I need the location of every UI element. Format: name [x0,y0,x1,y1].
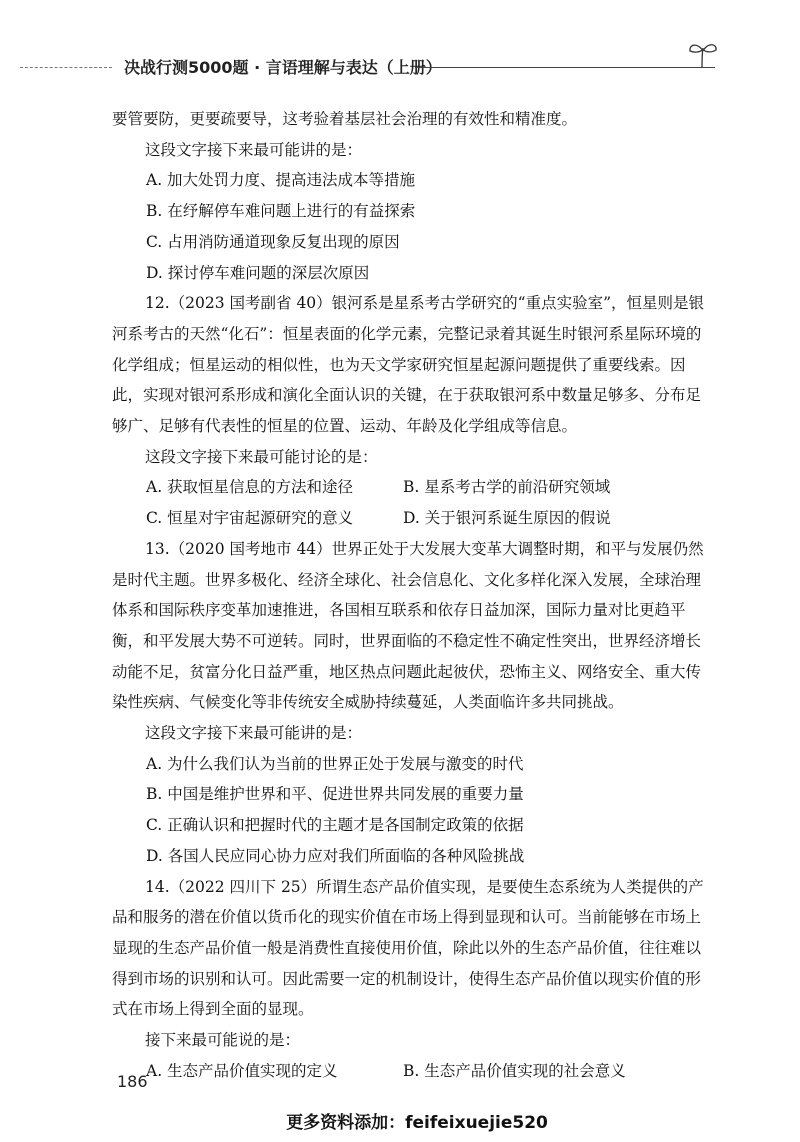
footer-contact: feifeixuejie520 [405,1113,548,1133]
q11-option-b: B. 在纾解停车难问题上进行的有益探索 [146,202,416,221]
q12-option-a: A. 获取恒星信息的方法和途径 [146,478,354,497]
q12-prompt: 这段文字接下来最可能讨论的是： [145,447,378,466]
sprout-leaf-icon [686,38,720,72]
q11-option-c: C. 占用消防通道现象反复出现的原因 [146,232,400,251]
q13-option-d: D. 各国人民应同心协力应对我们所面临的各种风险挑战 [146,846,525,865]
page-body [112,104,708,1087]
q14-options-row-1 [146,1056,708,1087]
footer-label: 更多资料添加： [286,1113,406,1133]
q14-option-a: A. 生态产品价值实现的定义 [146,1061,338,1080]
q11-option-a: A. 加大处罚力度、提高违法成本等措施 [146,171,416,190]
q12-options-row-2 [146,503,708,534]
q11-option-d: D. 探讨停车难问题的深层次原因 [146,263,370,282]
running-header [20,52,720,88]
q13-option-c: C. 正确认识和把握时代的主题才是各国制定政策的依据 [146,816,524,835]
header-rule-right [415,67,715,68]
paragraph-continued: 要管要防，更要疏要导，这考验着基层社会治理的有效性和精准度。 [112,110,578,128]
q13-option-b: B. 中国是维护世界和平、促进世界共同发展的重要力量 [146,785,524,804]
q12-stem: 12.（2023 国考副省 40）银河系是星系考古学研究的“重点实验室”，恒星则是银河系考古的天然“化石”：恒星表面的化学元素，完整记录着其诞生时银河系星际环境的化学组成；恒星运动的相似性，也为天文学家研究恒星起源问题提供了重要线索。因此，实现对银河系形成和演化全面认识的关键，在于获取银河系中数量足够多、分布足够广、足够有代表性的恒星的位置、运动、年龄及化学组成等信息。 [112,294,705,436]
q13-prompt: 这段文字接下来最可能讲的是： [145,724,363,743]
q12-option-b: B. 星系考古学的前沿研究领域 [403,478,611,497]
footer-note [0,1108,800,1133]
header-rule-left [20,67,112,68]
q13-stem: 13.（2020 国考地市 44）世界正处于大发展大变革大调整时期，和平与发展仍然是时代主题。世界多极化、经济全球化、社会信息化、文化多样化深入发展，全球治理体系和国际秩序变革加速推进，各国相互联系和依存日益加深，国际力量对比更趋平衡，和平发展大势不可逆转。同时，世界面临的不稳定性不确定性突出，世界经济增长动能不足，贫富分化日益严重，地区热点问题此起彼伏，恐怖主义、网络安全、重大传染性疾病、气候变化等非传统安全威胁持续蔓延，人类面临许多共同挑战。 [112,539,704,712]
page-number: 186 [117,1072,148,1091]
q11-prompt: 这段文字接下来最可能讲的是： [145,140,363,159]
q14-option-b: B. 生态产品价值实现的社会意义 [403,1061,626,1080]
q13-option-a: A. 为什么我们认为当前的世界正处于发展与激变的时代 [146,754,524,773]
q14-stem: 14.（2022 四川下 25）所谓生态产品价值实现，是要使生态系统为人类提供的产品和服务的潜在价值以货币化的现实价值在市场上得到显现和认可。当前能够在市场上显现的生态产品价值一般是消费性直接使用价值，除此以外的生态产品价值，往往难以得到市场的识别和认可。因此需要一定的机制设计，使得生态产品价值以现实价值的形式在市场上得到全面的显现。 [112,877,704,1019]
q12-options-row-1 [146,472,708,503]
q12-option-c: C. 恒星对宇宙起源研究的意义 [146,509,354,528]
q14-prompt: 接下来最可能说的是： [145,1031,301,1050]
book-title: 决战行测5000题 · 言语理解与表达（上册） [124,58,442,77]
q12-option-d: D. 关于银河系诞生原因的假说 [403,509,611,528]
